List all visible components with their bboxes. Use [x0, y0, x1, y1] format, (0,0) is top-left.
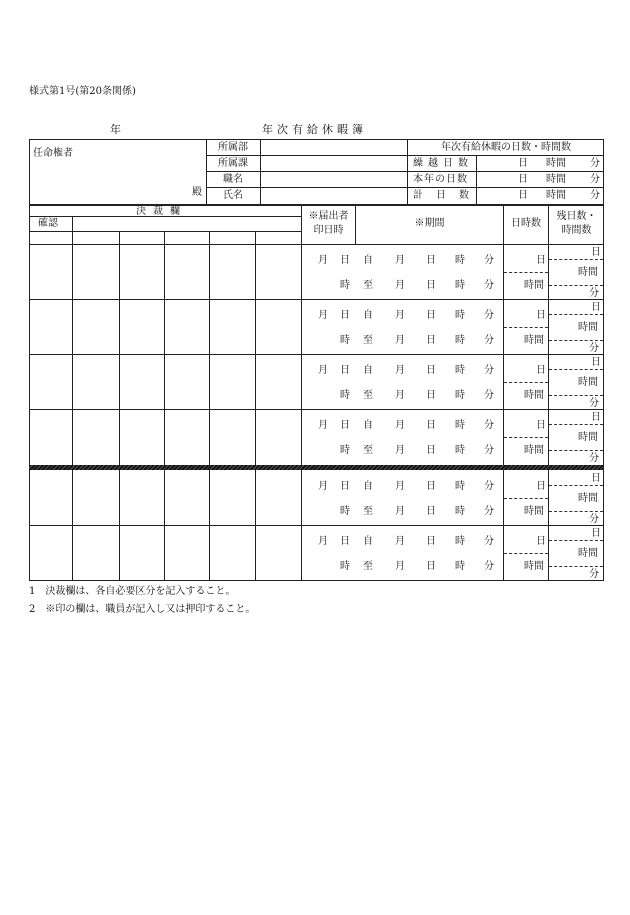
kei-day-unit: 日 — [518, 190, 528, 201]
row-to-day-label: 日 — [426, 335, 436, 346]
rem-dashed-2 — [549, 450, 603, 451]
kurikoshi-min-unit: 分 — [590, 158, 600, 169]
thick-separator — [29, 465, 603, 470]
row-to-minute-label: 分 — [484, 390, 494, 401]
rem-dashed-2 — [549, 285, 603, 286]
rem-day-label: 日 — [591, 473, 601, 484]
zan-label-1: 残日数・ — [556, 211, 597, 222]
row-dashed-divider — [504, 437, 548, 438]
row-hour-label: 時 — [340, 445, 350, 456]
rem-dashed-1 — [549, 369, 603, 370]
row-from-hour-label: 時 — [455, 255, 465, 266]
row-from-month-label: 月 — [395, 536, 405, 547]
row-hour-label: 時 — [340, 561, 350, 572]
kessai-cells[interactable] — [30, 471, 301, 524]
kei-min-unit: 分 — [590, 190, 600, 201]
kessai-cells[interactable] — [30, 300, 301, 353]
row-from-label: 自 — [363, 420, 373, 431]
row-month-label: 月 — [318, 365, 328, 376]
row-from-minute-label: 分 — [484, 255, 494, 266]
row-from-minute-label: 分 — [484, 420, 494, 431]
row-day-label: 日 — [340, 536, 350, 547]
row-hour-label: 時 — [340, 335, 350, 346]
row-to-hour-label: 時 — [455, 445, 465, 456]
shokumei-field[interactable] — [261, 172, 406, 186]
row-to-hour-label: 時 — [455, 280, 465, 291]
row-to-month-label: 月 — [395, 390, 405, 401]
row-to-hour-label: 時 — [455, 561, 465, 572]
row-from-hour-label: 時 — [455, 310, 465, 321]
row-jikan-label: 時間 — [524, 390, 544, 401]
row-day-label: 日 — [340, 255, 350, 266]
rem-min-label: 分 — [589, 288, 599, 299]
row-dashed-divider — [504, 327, 548, 328]
row-to-label: 至 — [363, 561, 373, 572]
kessai-cells[interactable] — [30, 410, 301, 463]
row-to-minute-label: 分 — [484, 335, 494, 346]
shimei-label: 氏名 — [223, 190, 243, 201]
row-to-label: 至 — [363, 445, 373, 456]
shozokuka-field[interactable] — [261, 156, 406, 170]
row-to-minute-label: 分 — [484, 561, 494, 572]
row-from-day-label: 日 — [426, 420, 436, 431]
row-to-day-label: 日 — [426, 390, 436, 401]
row-from-day-label: 日 — [426, 365, 436, 376]
row-dashed-divider — [504, 498, 548, 499]
row-jikan-label: 時間 — [524, 280, 544, 291]
row-to-label: 至 — [363, 280, 373, 291]
shozokubu-field[interactable] — [261, 140, 406, 154]
row-from-month-label: 月 — [395, 420, 405, 431]
row-from-month-label: 月 — [395, 310, 405, 321]
rem-min-label: 分 — [589, 514, 599, 525]
row-day-label: 日 — [340, 481, 350, 492]
rem-day-label: 日 — [591, 247, 601, 258]
row-jikan-label: 時間 — [524, 335, 544, 346]
rem-hour-label: 時間 — [578, 548, 598, 559]
kessai-cells[interactable] — [30, 526, 301, 579]
rem-dashed-2 — [549, 566, 603, 567]
row-to-minute-label: 分 — [484, 506, 494, 517]
row-from-day-label: 日 — [426, 481, 436, 492]
note-2: 2 ※印の欄は、職員が記入し又は押印すること。 — [29, 604, 256, 615]
honnen-label: 本年の日数 — [413, 174, 468, 185]
row-to-month-label: 月 — [395, 445, 405, 456]
row-to-day-label: 日 — [426, 561, 436, 572]
row-nichi-label: 日 — [536, 365, 546, 376]
row-from-label: 自 — [363, 255, 373, 266]
honnen-hour-unit: 時間 — [546, 174, 566, 185]
kurikoshi-hour-unit: 時間 — [546, 158, 566, 169]
rem-dashed-2 — [549, 395, 603, 396]
row-to-hour-label: 時 — [455, 335, 465, 346]
row-to-day-label: 日 — [426, 445, 436, 456]
note-1: 1 決裁欄は、各自必要区分を記入すること。 — [29, 586, 236, 597]
row-month-label: 月 — [318, 310, 328, 321]
row-hour-label: 時 — [340, 390, 350, 401]
rem-hour-label: 時間 — [578, 377, 598, 388]
leave-title: 年次有給休暇の日数・時間数 — [441, 142, 571, 153]
row-to-hour-label: 時 — [455, 390, 465, 401]
kakunin-label: 確認 — [38, 218, 58, 229]
row-jikan-label: 時間 — [524, 506, 544, 517]
row-hour-label: 時 — [340, 280, 350, 291]
row-day-label: 日 — [340, 420, 350, 431]
kurikoshi-label: 繰越日数 — [413, 158, 473, 169]
rem-hour-label: 時間 — [578, 322, 598, 333]
rem-dashed-1 — [549, 314, 603, 315]
row-to-month-label: 月 — [395, 561, 405, 572]
row-from-day-label: 日 — [426, 255, 436, 266]
row-nichi-label: 日 — [536, 536, 546, 547]
kei-hour-unit: 時間 — [546, 190, 566, 201]
rem-dashed-1 — [549, 485, 603, 486]
row-hour-label: 時 — [340, 506, 350, 517]
shozokubu-label: 所属部 — [218, 142, 248, 153]
row-dashed-divider — [504, 382, 548, 383]
row-nichi-label: 日 — [536, 481, 546, 492]
row-nichi-label: 日 — [536, 420, 546, 431]
shozokuka-label: 所属課 — [218, 158, 248, 169]
document-title: 年次有給休暇簿 — [262, 123, 367, 136]
row-from-minute-label: 分 — [484, 536, 494, 547]
row-from-hour-label: 時 — [455, 420, 465, 431]
rem-min-label: 分 — [589, 398, 599, 409]
rem-dashed-2 — [549, 511, 603, 512]
row-to-label: 至 — [363, 335, 373, 346]
row-from-minute-label: 分 — [484, 481, 494, 492]
row-day-label: 日 — [340, 365, 350, 376]
kessai-label: 決裁欄 — [136, 206, 187, 217]
shokumei-label: 職名 — [223, 174, 243, 185]
row-to-label: 至 — [363, 506, 373, 517]
row-from-label: 自 — [363, 481, 373, 492]
row-to-label: 至 — [363, 390, 373, 401]
row-to-month-label: 月 — [395, 335, 405, 346]
row-nichi-label: 日 — [536, 310, 546, 321]
rem-hour-label: 時間 — [578, 432, 598, 443]
row-from-label: 自 — [363, 365, 373, 376]
row-jikan-label: 時間 — [524, 445, 544, 456]
row-month-label: 月 — [318, 255, 328, 266]
rem-dashed-1 — [549, 540, 603, 541]
row-to-month-label: 月 — [395, 506, 405, 517]
row-from-day-label: 日 — [426, 536, 436, 547]
kikan-label: ※期間 — [414, 218, 445, 229]
row-from-hour-label: 時 — [455, 481, 465, 492]
kei-label: 計日数 — [413, 190, 482, 201]
row-from-month-label: 月 — [395, 365, 405, 376]
kessai-cells[interactable] — [30, 245, 301, 298]
row-from-minute-label: 分 — [484, 310, 494, 321]
kessai-cells[interactable] — [30, 355, 301, 408]
row-from-hour-label: 時 — [455, 536, 465, 547]
rem-hour-label: 時間 — [578, 493, 598, 504]
row-dashed-divider — [504, 553, 548, 554]
rem-dashed-1 — [549, 424, 603, 425]
nichijisu-label: 日時数 — [511, 218, 541, 229]
row-to-minute-label: 分 — [484, 280, 494, 291]
row-month-label: 月 — [318, 481, 328, 492]
row-to-month-label: 月 — [395, 280, 405, 291]
row-month-label: 月 — [318, 420, 328, 431]
den-label: 殿 — [192, 187, 202, 198]
row-to-day-label: 日 — [426, 280, 436, 291]
honnen-day-unit: 日 — [518, 174, 528, 185]
row-nichi-label: 日 — [536, 255, 546, 266]
row-from-month-label: 月 — [395, 255, 405, 266]
shimei-field[interactable] — [261, 188, 406, 204]
todoke-label-1: ※届出者 — [308, 211, 349, 222]
row-from-hour-label: 時 — [455, 365, 465, 376]
zan-label-2: 時間数 — [561, 225, 592, 236]
rem-min-label: 分 — [589, 453, 599, 464]
kurikoshi-day-unit: 日 — [518, 158, 528, 169]
row-to-day-label: 日 — [426, 506, 436, 517]
rem-dashed-1 — [549, 259, 603, 260]
row-from-label: 自 — [363, 310, 373, 321]
row-from-month-label: 月 — [395, 481, 405, 492]
row-to-minute-label: 分 — [484, 445, 494, 456]
row-day-label: 日 — [340, 310, 350, 321]
rem-hour-label: 時間 — [578, 267, 598, 278]
year-label: 年 — [110, 123, 121, 136]
rem-min-label: 分 — [589, 569, 599, 580]
rem-dashed-2 — [549, 340, 603, 341]
rem-min-label: 分 — [589, 343, 599, 354]
honnen-min-unit: 分 — [590, 174, 600, 185]
rem-day-label: 日 — [591, 412, 601, 423]
form-label: 様式第1号(第20条関係) — [29, 86, 136, 97]
row-from-day-label: 日 — [426, 310, 436, 321]
row-from-label: 自 — [363, 536, 373, 547]
row-dashed-divider — [504, 272, 548, 273]
row-border — [29, 580, 604, 581]
todoke-label-2: 印日時 — [313, 225, 344, 236]
row-from-minute-label: 分 — [484, 365, 494, 376]
rem-day-label: 日 — [591, 528, 601, 539]
row-to-hour-label: 時 — [455, 506, 465, 517]
row-month-label: 月 — [318, 536, 328, 547]
rem-day-label: 日 — [591, 302, 601, 313]
row-jikan-label: 時間 — [524, 561, 544, 572]
ninmei-label: 任命権者 — [33, 148, 73, 159]
rem-day-label: 日 — [591, 357, 601, 368]
